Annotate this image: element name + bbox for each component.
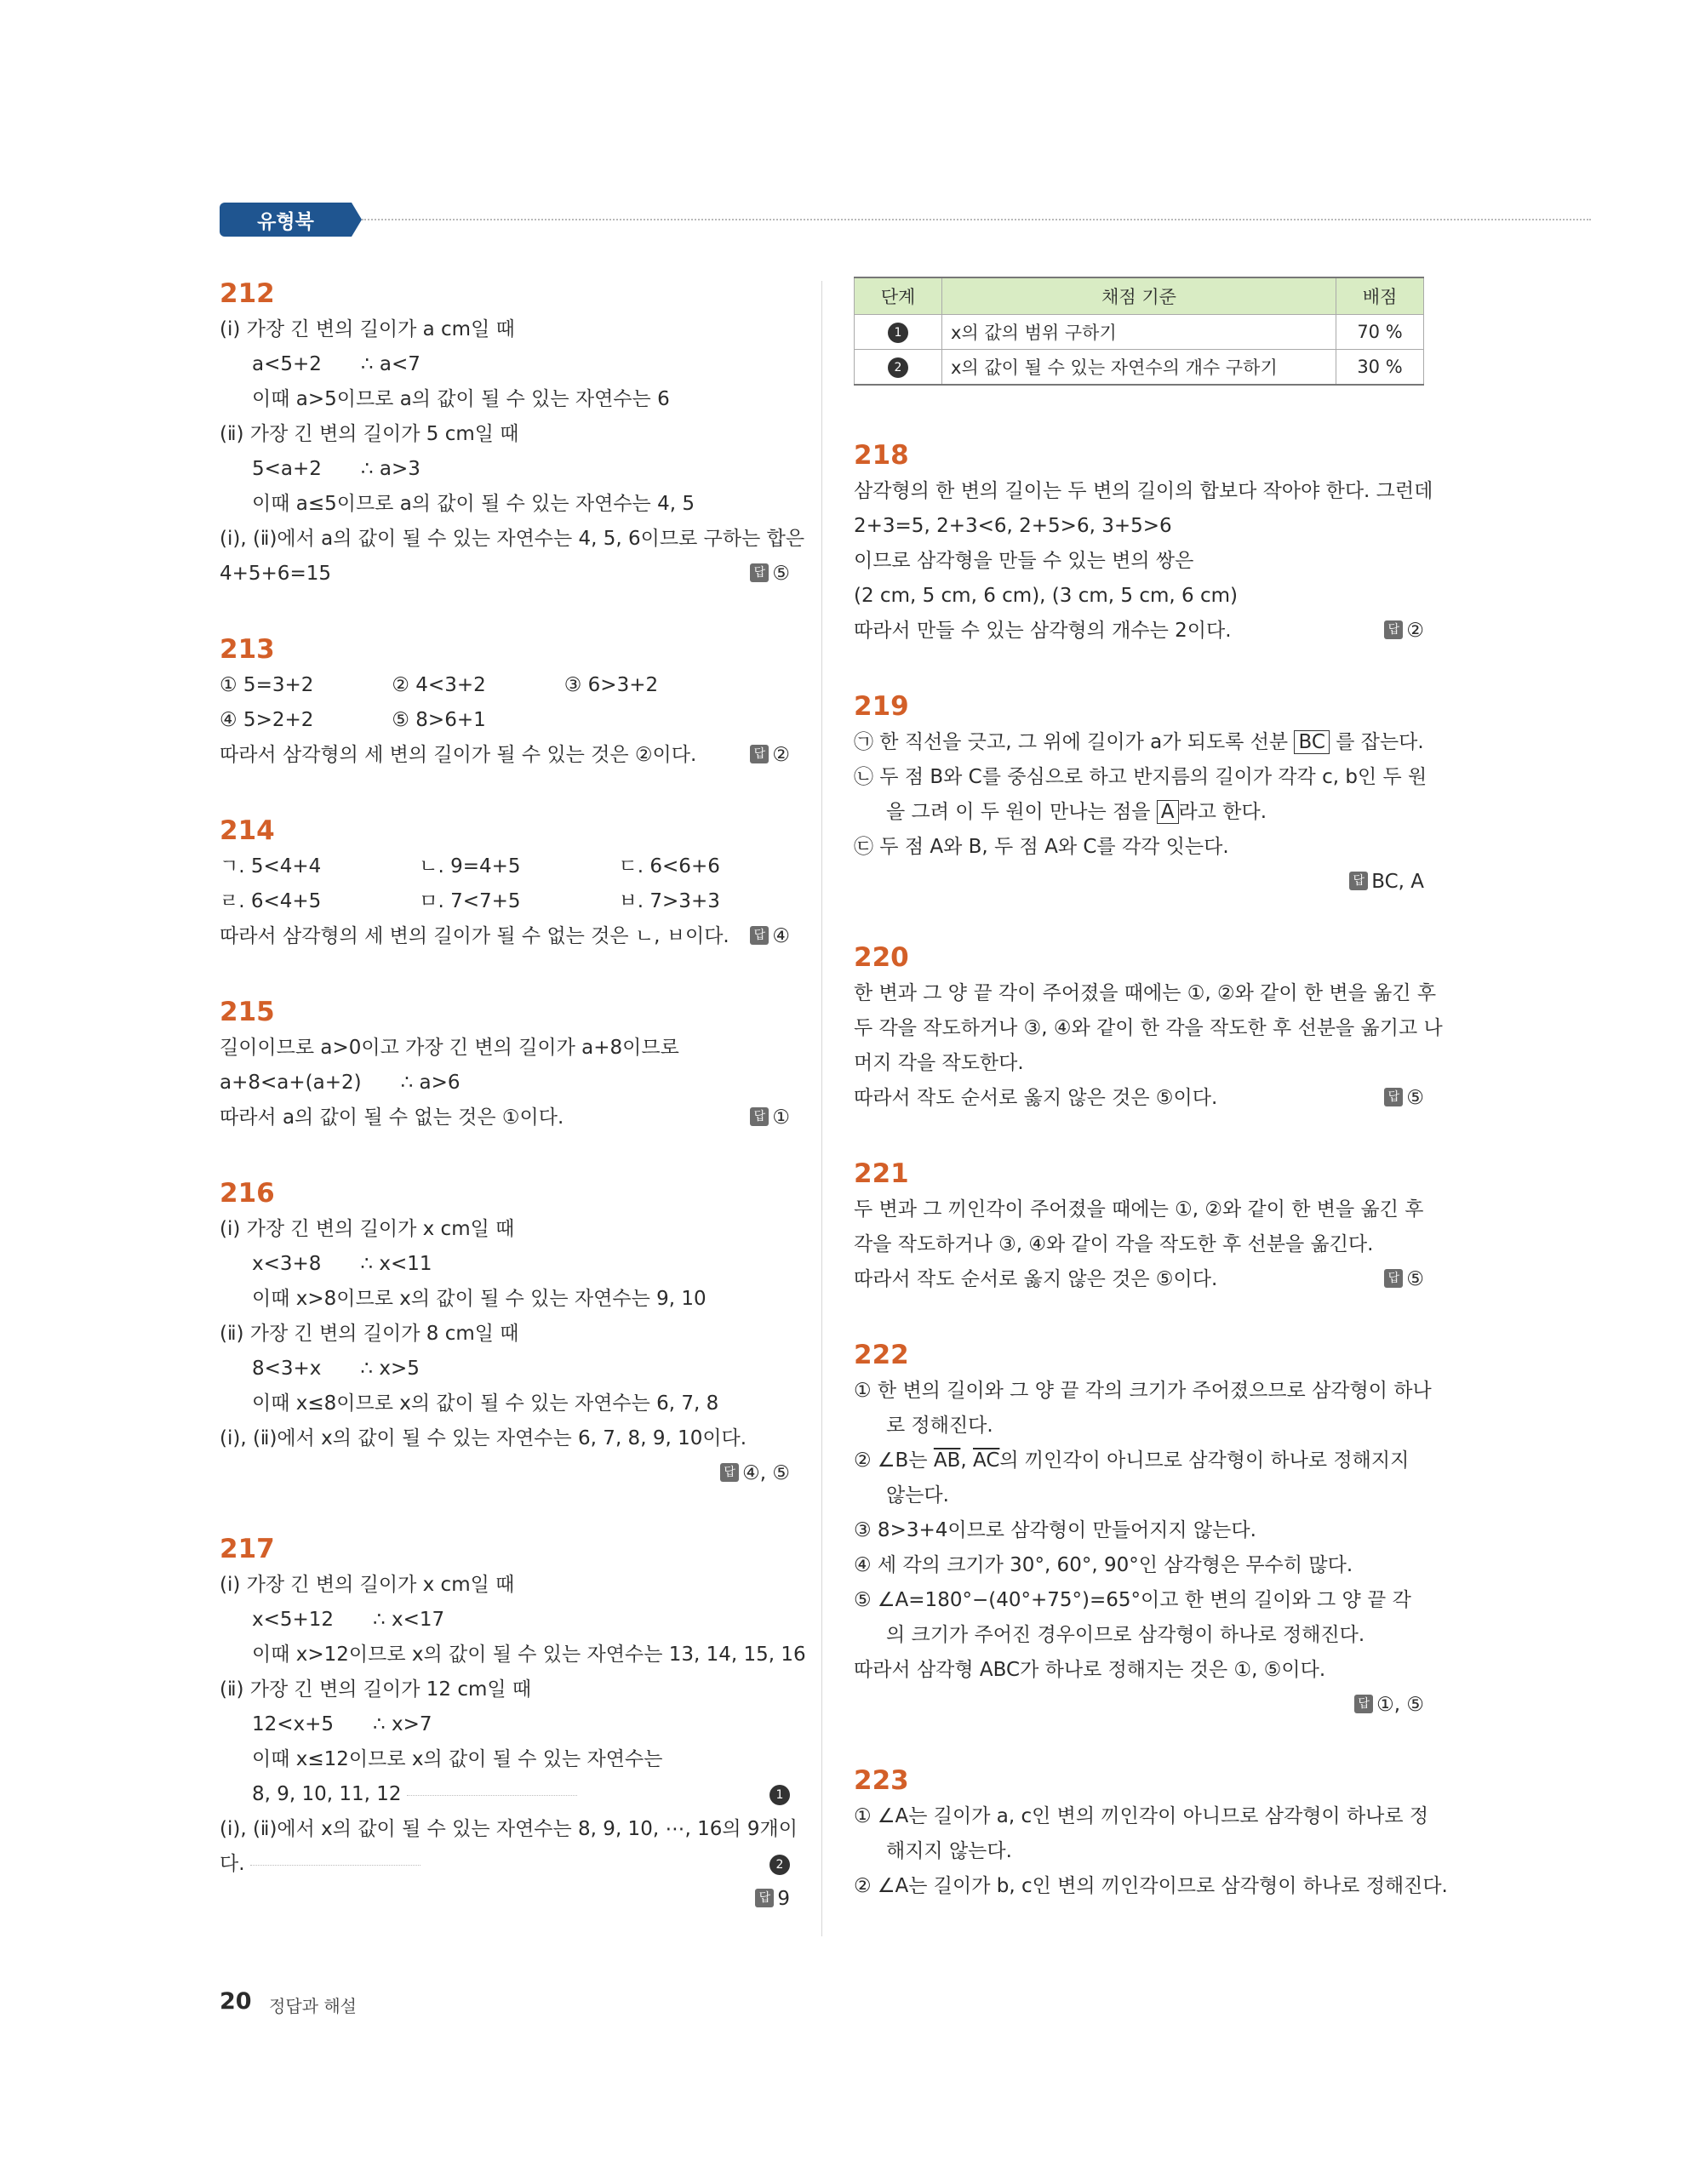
- solution-line: [220, 1456, 790, 1491]
- solution-text: 이때 a≤5이므로 a의 값이 될 수 있는 자연수는 4, 5: [252, 493, 695, 515]
- leader-dots: [250, 1864, 420, 1866]
- answer-icon: 답: [750, 1107, 769, 1126]
- solution-text: 이때 x≤12이므로 x의 값이 될 수 있는 자연수는: [252, 1748, 663, 1770]
- problem-number: 220: [854, 942, 909, 973]
- solution-line: [220, 312, 790, 347]
- solution-text: 이때 x≤8이므로 x의 값이 될 수 있는 자연수는 6, 7, 8: [252, 1392, 719, 1415]
- solution-text: 따라서 삼각형의 세 변의 길이가 될 수 없는 것은 ㄴ, ㅂ이다.: [220, 925, 729, 947]
- scoring-table: [854, 277, 1424, 386]
- solution-line: [220, 1707, 790, 1742]
- segment-label: $\overline{AB}$: [933, 1449, 961, 1472]
- solution-line: [854, 474, 1433, 509]
- solution-text: 않는다.: [886, 1484, 949, 1507]
- solution-line: [220, 1247, 790, 1282]
- problem-block: [220, 277, 805, 592]
- problem-number: 219: [854, 691, 909, 722]
- solution-line: [854, 1583, 1424, 1618]
- answer-value: ④: [772, 925, 790, 947]
- answer: [750, 1101, 790, 1135]
- solution-line: [220, 452, 790, 487]
- solution-text: 12<x+5 ∴ x>7: [252, 1713, 432, 1735]
- solution-text: 의 크기가 주어진 경우이므로 삼각형이 하나로 정해진다.: [886, 1624, 1365, 1646]
- solution-text: 따라서 삼각형의 세 변의 길이가 될 수 있는 것은 ②이다.: [220, 744, 697, 766]
- solution-text: 의 끼인각이 아니므로 삼각형이 하나로 정해지지: [999, 1449, 1410, 1472]
- solution-line: [854, 1799, 1429, 1834]
- solution-text: ② ∠B는: [854, 1449, 934, 1472]
- solution-text: ㄹ. 6<4+5 ㅁ. 7<7+5 ㅂ. 7>3+3: [220, 890, 720, 912]
- solution-line: [854, 1513, 1424, 1548]
- solution-text: 머지 각을 작도한다.: [854, 1052, 1024, 1074]
- answer: [720, 1456, 790, 1491]
- table-cell: 70 %: [1336, 315, 1424, 350]
- answer-value: ⑤: [1406, 1087, 1424, 1109]
- solution-line: [854, 579, 1424, 614]
- answer-icon: 답: [1384, 1088, 1403, 1106]
- answer: [1349, 865, 1424, 900]
- answer-value: ⑤: [772, 563, 790, 585]
- solution-line: [854, 1653, 1424, 1688]
- solution-text: ,: [960, 1449, 973, 1472]
- solution-text: 따라서 a의 값이 될 수 없는 것은 ①이다.: [220, 1106, 564, 1129]
- solution-line: [854, 1618, 1424, 1653]
- solution-line: [220, 1317, 790, 1352]
- solution-line: [220, 347, 790, 382]
- table-cell: 30 %: [1336, 350, 1424, 386]
- solution-text: ⑤ ∠A=180°−(40°+75°)=65°이고 한 변의 길이와 그 양 끝 각: [854, 1589, 1411, 1611]
- left-column: [220, 277, 806, 1958]
- problem-number: 218: [854, 440, 909, 471]
- solution-text: 해지지 않는다.: [886, 1840, 1012, 1862]
- solution-text: 라고 한다.: [1178, 801, 1267, 823]
- solution-line: [220, 738, 790, 773]
- solution-line: [220, 382, 790, 417]
- solution-text: ① 5=3+2 ② 4<3+2 ③ 6>3+2: [220, 674, 659, 696]
- solution-text: 5<a+2 ∴ a>3: [252, 458, 420, 480]
- problem-number: 215: [220, 997, 275, 1027]
- solution-text: ② ∠A는 길이가 b, c인 변의 끼인각이므로 삼각형이 하나로 정해진다.: [854, 1875, 1448, 1897]
- section-tag: 유형북: [220, 203, 352, 237]
- solution-line: [220, 417, 790, 452]
- solution-line: [220, 1066, 790, 1101]
- solution-text: (ⅰ) 가장 긴 변의 길이가 x cm일 때: [220, 1218, 515, 1240]
- answer-icon: 답: [750, 745, 769, 763]
- problem-block: [854, 1157, 1424, 1297]
- solution-line: [220, 1812, 798, 1847]
- solution-line: [854, 760, 1427, 795]
- answer: [1384, 614, 1424, 649]
- answer-value: BC, A: [1371, 871, 1424, 893]
- solution-text: 다.: [220, 1853, 245, 1875]
- solution-line: [854, 1548, 1424, 1583]
- solution-text: ① ∠A는 길이가 a, c인 변의 끼인각이 아니므로 삼각형이 하나로 정: [854, 1805, 1429, 1827]
- solution-line: [854, 1081, 1424, 1116]
- solution-line: [854, 1192, 1424, 1227]
- solution-line: [220, 1568, 790, 1603]
- answer-icon: 답: [750, 563, 769, 582]
- solution-line: [854, 725, 1424, 760]
- solution-line: [220, 1212, 790, 1247]
- answer-icon: 답: [1354, 1695, 1373, 1713]
- problem-block: [220, 1176, 790, 1491]
- solution-text: 따라서 작도 순서로 옳지 않은 것은 ⑤이다.: [854, 1087, 1218, 1109]
- solution-line: [220, 557, 790, 592]
- solution-line: [854, 976, 1437, 1011]
- answer: [1354, 1688, 1424, 1723]
- page-number: 20: [220, 1988, 252, 2015]
- boxed-answer: A: [1157, 800, 1179, 824]
- solution-text: 를 잡는다.: [1329, 731, 1424, 753]
- problem-number: 216: [220, 1178, 275, 1209]
- solution-text: x<3+8 ∴ x<11: [252, 1253, 432, 1275]
- answer: [750, 919, 790, 954]
- solution-text: (ⅰ), (ⅱ)에서 x의 값이 될 수 있는 자연수는 6, 7, 8, 9, 10이다.: [220, 1427, 747, 1449]
- table-header-points: 배점: [1336, 277, 1424, 315]
- problem-block: [854, 1764, 1448, 1904]
- table-cell: x의 값이 될 수 있는 자연수의 개수 구하기: [942, 350, 1336, 386]
- solution-line: [220, 1882, 790, 1917]
- solution-text: ④ 세 각의 크기가 30°, 60°, 90°인 삼각형은 무수히 많다.: [854, 1554, 1353, 1576]
- solution-text: (ⅱ) 가장 긴 변의 길이가 5 cm일 때: [220, 423, 519, 445]
- problem-number: 212: [220, 278, 275, 309]
- answer-icon: 답: [1349, 872, 1368, 890]
- solution-line: [220, 522, 805, 557]
- step-marker-wrap: [769, 1847, 790, 1882]
- answer-value: 9: [777, 1888, 790, 1910]
- solution-text: 8, 9, 10, 11, 12: [252, 1783, 402, 1805]
- solution-text: 삼각형의 한 변의 길이는 두 변의 길이의 합보다 작아야 한다. 그런데: [854, 480, 1433, 502]
- solution-text: (ⅰ) 가장 긴 변의 길이가 a cm일 때: [220, 318, 515, 340]
- solution-text: ③ 8>3+4이므로 삼각형이 만들어지지 않는다.: [854, 1519, 1256, 1541]
- solution-text: x<5+12 ∴ x<17: [252, 1609, 445, 1631]
- answer: [750, 738, 790, 773]
- problem-block: [854, 1338, 1432, 1723]
- solution-text: (ⅱ) 가장 긴 변의 길이가 8 cm일 때: [220, 1323, 519, 1345]
- problem-block: [854, 438, 1433, 649]
- solution-text: ① 한 변의 길이와 그 양 끝 각의 크기가 주어졌으므로 삼각형이 하나: [854, 1380, 1432, 1402]
- header-dotted-line: [362, 219, 1591, 220]
- solution-text: (ⅰ) 가장 긴 변의 길이가 x cm일 때: [220, 1574, 515, 1596]
- solution-line: [220, 1101, 790, 1135]
- solution-line: [854, 1374, 1432, 1409]
- answer-icon: 답: [720, 1463, 739, 1482]
- solution-text: 한 변과 그 양 끝 각이 주어졌을 때에는 ①, ②와 같이 한 변을 옮긴 후: [854, 982, 1437, 1004]
- solution-text: 을 그려 이 두 원이 만나는 점을: [886, 801, 1157, 823]
- solution-text: (ⅱ) 가장 긴 변의 길이가 12 cm일 때: [220, 1678, 532, 1701]
- solution-line: [854, 1834, 1424, 1869]
- solution-line: [854, 1046, 1424, 1081]
- solution-line: [220, 1847, 790, 1882]
- solution-line: [854, 614, 1424, 649]
- footer-title: 정답과 해설: [269, 1996, 357, 2016]
- solution-line: [220, 487, 790, 522]
- column-divider: [821, 281, 822, 1936]
- solution-text: a+8<a+(a+2) ∴ a>6: [220, 1072, 461, 1094]
- answer-value: ①, ⑤: [1376, 1694, 1424, 1716]
- solution-text: (ⅰ), (ⅱ)에서 a의 값이 될 수 있는 자연수는 4, 5, 6이므로 구하는 합은: [220, 528, 805, 550]
- table-row: [855, 315, 1424, 350]
- solution-text: 따라서 만들 수 있는 삼각형의 개수는 2이다.: [854, 620, 1232, 642]
- solution-text: 두 각을 작도하거나 ③, ④와 같이 한 각을 작도한 후 선분을 옮기고 나: [854, 1017, 1443, 1039]
- solution-line: [220, 849, 790, 884]
- right-column: [854, 277, 1448, 1945]
- solution-line: [220, 1386, 790, 1421]
- answer: [1384, 1262, 1424, 1297]
- solution-line: [220, 1603, 790, 1638]
- step-marker: 1: [888, 323, 908, 343]
- solution-text: ㉡ 두 점 B와 C를 중심으로 하고 반지름의 길이가 각각 c, b인 두 원: [854, 766, 1427, 788]
- step-marker: 2: [769, 1855, 790, 1875]
- answer-value: ④, ⑤: [742, 1462, 790, 1484]
- answer-value: ⑤: [1406, 1268, 1424, 1290]
- segment-label: $\overline{AC}$: [973, 1449, 1000, 1472]
- solution-text: ④ 5>2+2 ⑤ 8>6+1: [220, 709, 486, 731]
- solution-line: [220, 1031, 790, 1066]
- solution-line: [220, 1421, 790, 1456]
- answer: [750, 557, 790, 592]
- problem-number: 223: [854, 1765, 909, 1796]
- table-header-step: 단계: [855, 277, 942, 315]
- solution-line: [854, 1688, 1424, 1723]
- problem-number: 213: [220, 634, 275, 665]
- solution-line: [854, 1409, 1424, 1444]
- solution-line: [854, 865, 1424, 900]
- solution-line: [854, 795, 1424, 830]
- solution-text: 이때 x>12이므로 x의 값이 될 수 있는 자연수는 13, 14, 15, 16: [252, 1644, 806, 1666]
- solution-text: ㉢ 두 점 A와 B, 두 점 A와 C를 각각 잇는다.: [854, 836, 1229, 858]
- solution-text: 이때 a>5이므로 a의 값이 될 수 있는 자연수는 6: [252, 388, 670, 410]
- solution-line: [220, 919, 790, 954]
- solution-text: 두 변과 그 끼인각이 주어졌을 때에는 ①, ②와 같이 한 변을 옮긴 후: [854, 1198, 1424, 1221]
- solution-line: [854, 1262, 1424, 1297]
- solution-line: [220, 1352, 790, 1386]
- answer-value: ①: [772, 1106, 790, 1129]
- solution-text: 로 정해진다.: [886, 1415, 993, 1437]
- solution-text: 따라서 삼각형 ABC가 하나로 정해지는 것은 ①, ⑤이다.: [854, 1659, 1326, 1681]
- step-marker: 1: [769, 1785, 790, 1805]
- solution-line: [220, 1672, 790, 1707]
- solution-text: 8<3+x ∴ x>5: [252, 1358, 420, 1380]
- solution-line: [854, 509, 1424, 544]
- solution-text: 이므로 삼각형을 만들 수 있는 변의 쌍은: [854, 550, 1194, 572]
- problem-block: [220, 632, 790, 773]
- solution-line: [854, 1444, 1424, 1478]
- solution-line: [220, 703, 790, 738]
- solution-line: [854, 1869, 1448, 1904]
- leader-dots: [407, 1794, 577, 1796]
- step-marker-wrap: [769, 1777, 790, 1812]
- solution-text: (ⅰ), (ⅱ)에서 x의 값이 될 수 있는 자연수는 8, 9, 10, ⋯, 16의 9개이: [220, 1818, 798, 1840]
- problem-block: [220, 814, 790, 954]
- answer-icon: 답: [1384, 620, 1403, 639]
- solution-text: 길이이므로 a>0이고 가장 긴 변의 길이가 a+8이므로: [220, 1037, 679, 1059]
- problem-block: [220, 995, 790, 1135]
- solution-text: 따라서 작도 순서로 옳지 않은 것은 ⑤이다.: [854, 1268, 1218, 1290]
- solution-line: [220, 1742, 790, 1777]
- answer: [755, 1882, 790, 1917]
- problem-number: 221: [854, 1158, 909, 1189]
- solution-line: [220, 1777, 790, 1812]
- solution-text: a<5+2 ∴ a<7: [252, 353, 420, 375]
- answer-value: ②: [1406, 620, 1424, 642]
- solution-line: [854, 830, 1424, 865]
- problem-block: [854, 689, 1427, 900]
- answer-icon: 답: [750, 926, 769, 945]
- problem-number: 222: [854, 1340, 909, 1370]
- table-cell: x의 값의 범위 구하기: [942, 315, 1336, 350]
- solution-line: [854, 1227, 1424, 1262]
- boxed-answer: BC: [1294, 730, 1329, 754]
- answer-value: ②: [772, 744, 790, 766]
- solution-text: ㉠ 한 직선을 긋고, 그 위에 길이가 a가 되도록 선분: [854, 731, 1295, 753]
- problem-number: 217: [220, 1534, 275, 1564]
- solution-text: 2+3=5, 2+3<6, 2+5>6, 3+5>6: [854, 515, 1172, 537]
- problem-block: [220, 1532, 806, 1917]
- solution-line: [220, 668, 790, 703]
- table-row: [855, 350, 1424, 386]
- problem-number: 214: [220, 815, 275, 846]
- problem-block: [854, 940, 1443, 1116]
- table-header-criteria: 채점 기준: [942, 277, 1336, 315]
- solution-line: [854, 1478, 1424, 1513]
- solution-text: 이때 x>8이므로 x의 값이 될 수 있는 자연수는 9, 10: [252, 1288, 707, 1310]
- step-marker: 2: [888, 357, 908, 378]
- solution-text: 각을 작도하거나 ③, ④와 같이 각을 작도한 후 선분을 옮긴다.: [854, 1233, 1374, 1255]
- solution-text: (2 cm, 5 cm, 6 cm), (3 cm, 5 cm, 6 cm): [854, 585, 1238, 607]
- answer: [1384, 1081, 1424, 1116]
- solution-line: [854, 544, 1424, 579]
- answer-icon: 답: [1384, 1269, 1403, 1288]
- solution-line: [220, 1638, 806, 1672]
- solution-text: 4+5+6=15: [220, 563, 331, 585]
- solution-line: [220, 884, 790, 919]
- answer-icon: 답: [755, 1889, 774, 1907]
- solution-line: [854, 1011, 1443, 1046]
- solution-line: [220, 1282, 790, 1317]
- solution-text: ㄱ. 5<4+4 ㄴ. 9=4+5 ㄷ. 6<6+6: [220, 855, 720, 878]
